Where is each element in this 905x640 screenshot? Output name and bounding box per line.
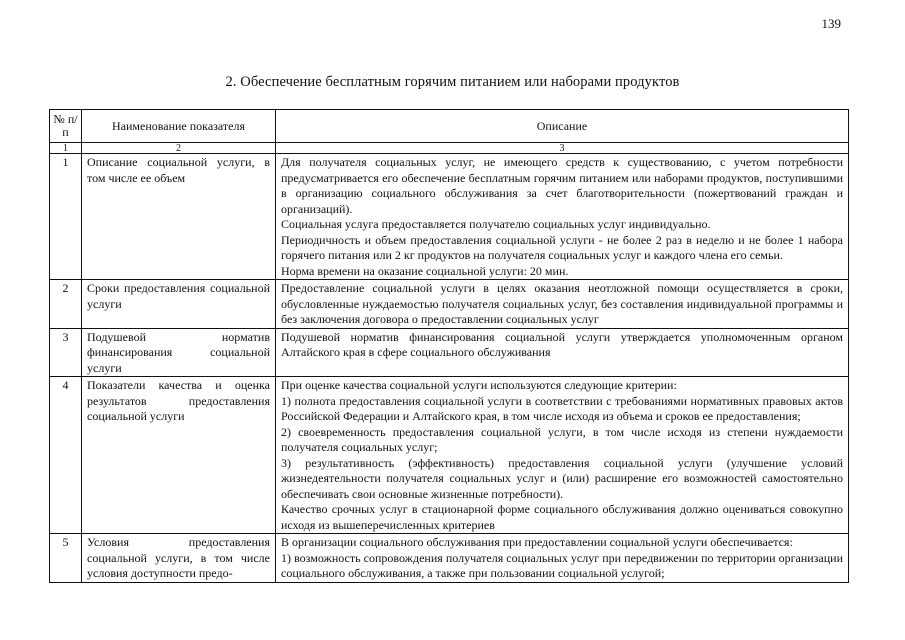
description-paragraph: В организации социального обслуживания при предоставлении социальной услуги обеспечивается: (281, 535, 793, 549)
description-paragraph: Подушевой норматив финансирования социальной услуги утверждается уполномоченным органом Алтайского края в сфере социального обслуживания (281, 329, 843, 359)
description-cell (276, 328, 849, 377)
column-number-row (50, 143, 849, 154)
row-number: 2 (50, 280, 82, 329)
description-paragraph: Социальная услуга предоставляется получателю социальных услуг индивидуально. (281, 217, 711, 231)
description-cell (276, 280, 849, 329)
description-paragraph: 1) возможность сопровождения получателя социальных услуг при передвижении по территории организации социального обслуживания, а также при пользовании социальной услугой; (281, 550, 843, 580)
description-paragraph: Периодичность и объем предоставления социальной услуги - не более 2 раз в неделю и не более 1 набора горячего питания или 2 кг продуктов на получателя социальных услуг и каждого члена его семьи. (281, 232, 843, 262)
description-paragraph: Предоставление социальной услуги в целях оказания неотложной помощи осуществляется в сроки, обусловленные нуждаемостью получателя социальных услуг, без составления индивидуальной программы и без заключения договора о предоставлении социальных услуг (281, 281, 843, 326)
description-cell (276, 377, 849, 534)
indicator-name: Условия предоставления социальной услуги, в том числе условия доступности предо- (82, 534, 276, 583)
header-desc: Описание (276, 110, 849, 143)
page-number: 139 (821, 16, 841, 31)
col-number: 2 (82, 143, 276, 154)
indicator-name: Показатели качества и оценка результатов предоставления социальной услуги (82, 377, 276, 534)
header-num: № п/п (50, 110, 82, 143)
table-row (50, 534, 849, 583)
description-paragraph: 2) своевременность предоставления социальной услуги, в том числе исходя из степени нуждаемости получателя социальных услуг; (281, 424, 843, 454)
description-paragraph: 1) полнота предоставления социальной услуги в соответствии с требованиями нормативных правовых актов Российской Федерации и Алтайского края, в том числе исходя из объема и сроков ее предоставления; (281, 393, 843, 423)
section-title: 2. Обеспечение бесплатным горячим питанием или наборами продуктов (225, 74, 680, 90)
col-number: 3 (276, 143, 849, 154)
indicator-name: Сроки предоставления социальной услуги (82, 280, 276, 329)
table-row (50, 377, 849, 534)
row-number: 4 (50, 377, 82, 534)
description-cell (276, 154, 849, 280)
table-row (50, 154, 849, 280)
table-header-row (50, 110, 849, 143)
description-paragraph: При оценке качества социальной услуги используются следующие критерии: (281, 378, 677, 392)
description-paragraph: Норма времени на оказание социальной услуги: 20 мин. (281, 263, 569, 278)
col-number: 1 (50, 143, 82, 154)
indicator-name: Описание социальной услуги, в том числе ее объем (82, 154, 276, 280)
table-row (50, 280, 849, 329)
description-paragraph: 3) результативность (эффективность) предоставления социальной услуги (улучшение условий жизнедеятельности получателя социальных услуг и (или) расширение его возможностей самостоятельно обеспечивать свои основные жизненные потребности). (281, 455, 843, 501)
row-number: 1 (50, 154, 82, 280)
description-paragraph: Для получателя социальных услуг, не имеющего средств к существованию, с учетом потребности предусматривается его обеспечение бесплатным горячим питанием или наборами продуктов, поступившими в организацию социального обслуживания за счет благотворительности (пожертвований граждан и организаций). (281, 155, 843, 216)
row-number: 3 (50, 328, 82, 377)
service-table (49, 109, 849, 583)
indicator-name: Подушевой норматив финансирования социальной услуги (82, 328, 276, 377)
header-name: Наименование показателя (82, 110, 276, 143)
row-number: 5 (50, 534, 82, 583)
description-cell (276, 534, 849, 583)
table-row (50, 328, 849, 377)
description-paragraph: Качество срочных услуг в стационарной форме социального обслуживания должно оцениваться совокупно исходя из вышеперечисленных критериев (281, 502, 843, 532)
